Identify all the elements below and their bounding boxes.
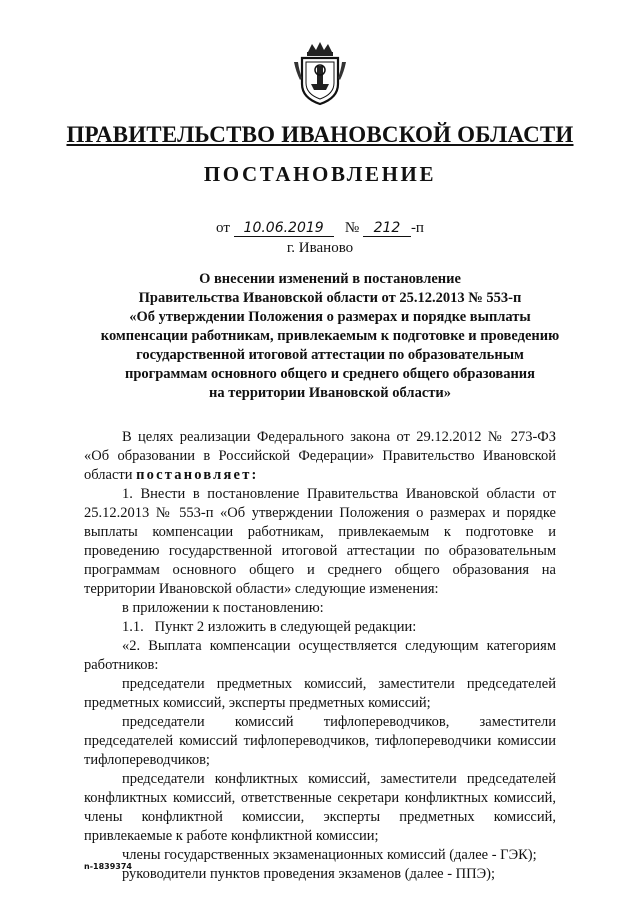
intro-paragraph — [84, 428, 556, 485]
subject-line: О внесении изменений в постановление — [199, 271, 461, 287]
government-title: ПРАВИТЕЛЬСТВО ИВАНОВСКОЙ ОБЛАСТИ — [66, 122, 574, 147]
paragraph-6: председатели комиссий тифлопереводчиков, заместители председателей комиссий тифлопереводчиков, тифлопереводчики комиссии тифлопереводчиков; — [84, 714, 556, 768]
paragraph-8: члены государственных экзаменационных комиссий (далее - ГЭК); — [122, 847, 537, 863]
subject-line: компенсации работникам, привлекаемым к подготовке и проведению — [100, 328, 560, 344]
document-number: 212 — [363, 221, 411, 237]
paragraph-1: 1. Внести в постановление Правительства Ивановской области от 25.12.2013 № 553-п «Об утверждении Положения о размерах и порядке выплаты компенсации работникам, привлекаемым к подготовке и проведению государственной итоговой аттестации по образовательным программам основного общего и среднего общего образования на территории Ивановской области» следующие изменения: — [84, 486, 556, 597]
subject-line: Правительства Ивановской области от 25.12.2013 № 553-п — [138, 290, 522, 306]
paragraph-9: руководители пунктов проведения экзаменов (далее - ППЭ); — [122, 866, 496, 882]
paragraph-5: председатели предметных комиссий, заместители председателей предметных комиссий, эксперты предметных комиссий; — [84, 676, 556, 711]
subject-line: программам основного общего и среднего общего образования — [124, 366, 535, 382]
document-type: ПОСТАНОВЛЕНИЕ — [203, 162, 437, 186]
paragraph-2: в приложении к постановлению: — [122, 600, 324, 616]
resolves-emphasis: постановляет: — [136, 467, 259, 483]
number-suffix: -п — [410, 220, 424, 236]
intro-text: В целях реализации Федерального закона от 29.12.2012 № 273-ФЗ «Об образовании в Российской Федерации» Правительство Ивановской области — [84, 429, 556, 483]
footer-code: n-1839374 — [84, 862, 132, 871]
paragraph-7: председатели конфликтных комиссий, заместители председателей конфликтных комиссий, ответственные секретари конфликтных комиссий, члены конфликтной комиссии, эксперты предметных комиссий, привлекаемые к работе конфликтной комиссии; — [84, 771, 556, 844]
paragraph-3: 1.1. Пункт 2 изложить в следующей редакции: — [122, 619, 417, 635]
subject-line: «Об утверждении Положения о размерах и порядке выплаты — [129, 309, 531, 325]
document-subject — [60, 270, 600, 403]
document-date: 10.06.2019 — [234, 221, 334, 237]
coat-of-arms-emblem — [290, 40, 350, 108]
city: г. Иваново — [286, 240, 354, 256]
paragraph-4: «2. Выплата компенсации осуществляется следующим категориям работников: — [84, 638, 556, 673]
date-prefix: от — [216, 220, 230, 236]
subject-line: государственной итоговой аттестации по образовательным — [136, 347, 524, 363]
number-prefix: № — [344, 220, 360, 236]
subject-line: на территории Ивановской области» — [209, 385, 451, 401]
date-number-line — [0, 220, 640, 237]
document-body — [84, 428, 556, 884]
